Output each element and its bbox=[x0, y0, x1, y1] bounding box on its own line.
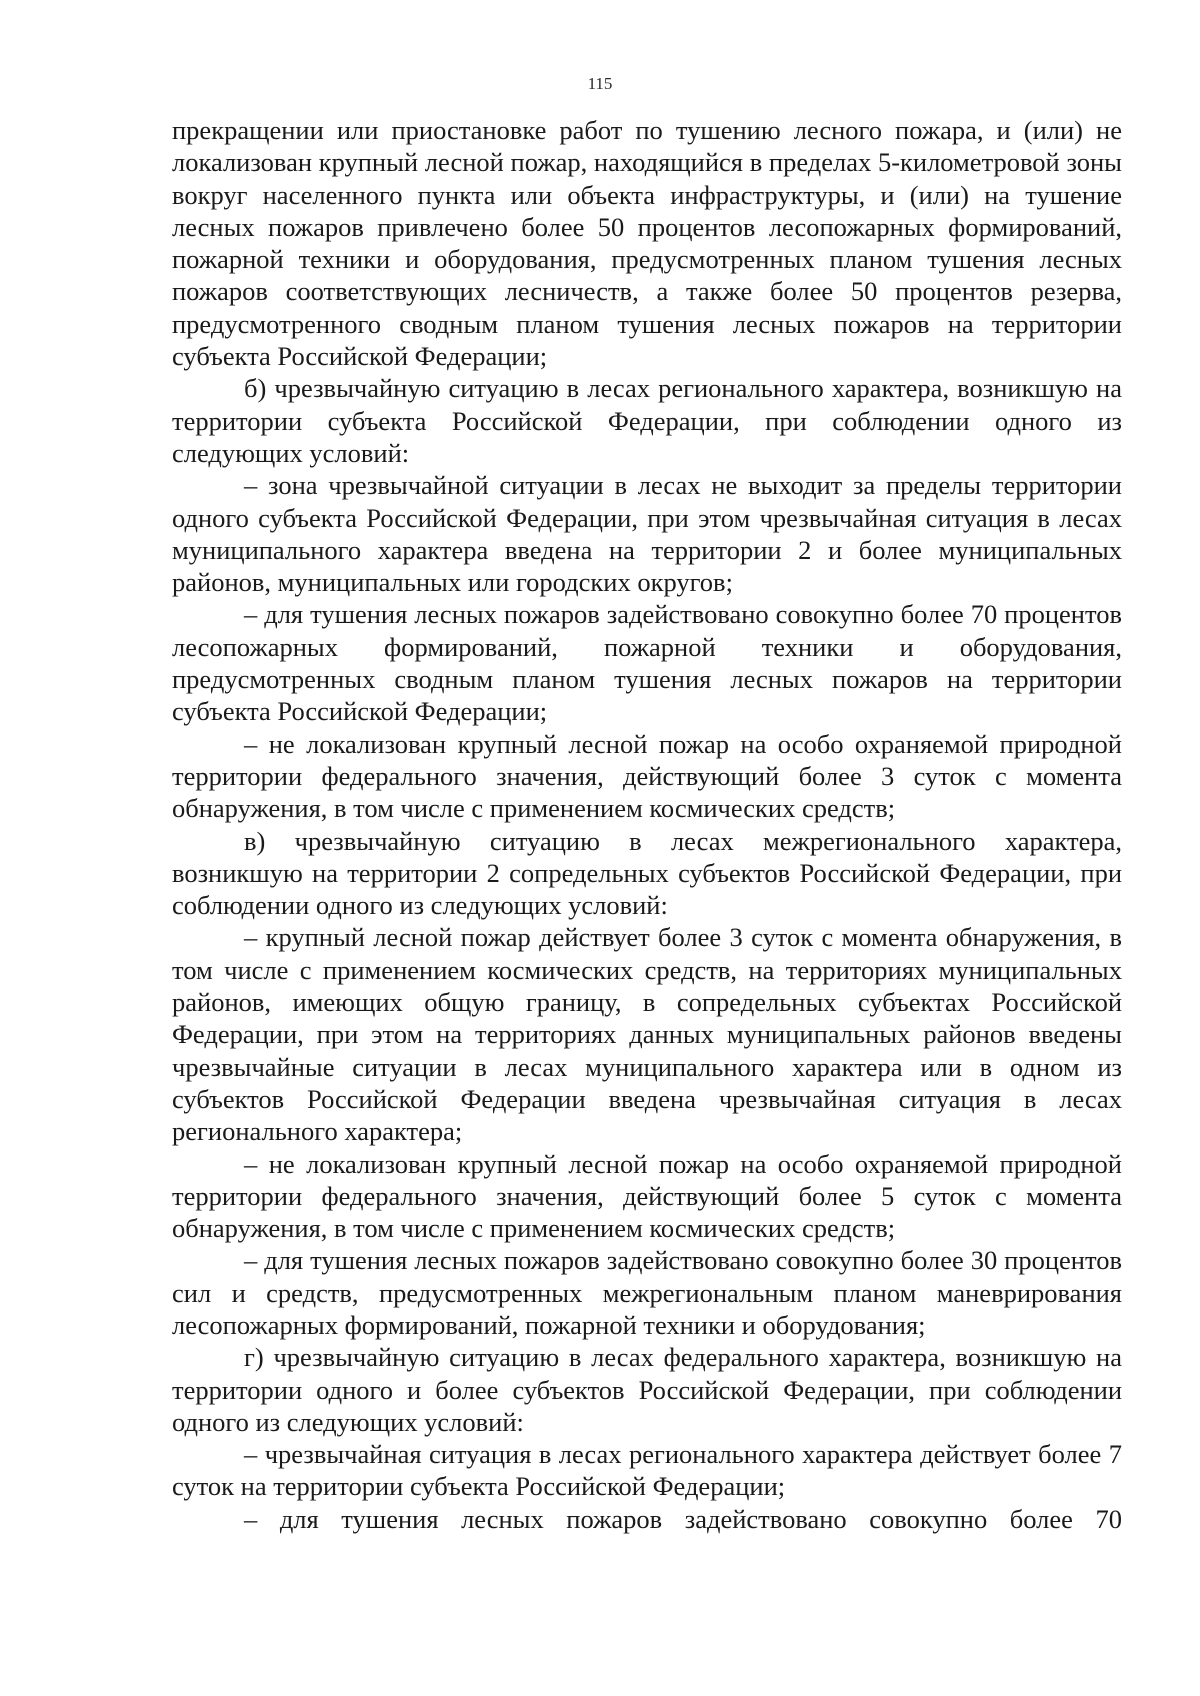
paragraph-item-v: в) чрезвычайную ситуацию в лесах межрегионального характера, возникшую на территории 2 сопредельных субъектов Российской Федерации, при соблюдении одного из следующих условий: bbox=[172, 825, 1122, 921]
paragraph-condition: – не локализован крупный лесной пожар на особо охраняемой природной территории федерального значения, действующий более 3 суток с момента обнаружения, в том числе с применением космических средств; bbox=[172, 728, 1122, 824]
paragraph-condition: – для тушения лесных пожаров задействовано совокупно более 70 процентов лесопожарных формирований, пожарной техники и оборудования, предусмотренных сводным планом тушения лесных пожаров на территории субъекта Российской Федерации; bbox=[172, 599, 1122, 727]
paragraph-condition-truncated: – для тушения лесных пожаров задействовано совокупно более 70 bbox=[244, 1503, 1122, 1534]
paragraph-continuation: прекращении или приостановке работ по тушению лесного пожара, и (или) не локализован крупный лесной пожар, находящийся в пределах 5-километровой зоны вокруг населенного пункта или объекта инфраструктуры, и (или) на тушение лесных пожаров привлечено более 50 процентов лесопожарных формирований, пожарной техники и оборудования, предусмотренных планом тушения лесных пожаров соответствующих лесничеств, а также более 50 процентов резерва, предусмотренного сводным планом тушения лесных пожаров на территории субъекта Российской Федерации; bbox=[172, 115, 1122, 372]
paragraph-condition: – не локализован крупный лесной пожар на особо охраняемой природной территории федерального значения, действующий более 5 суток с момента обнаружения, в том числе с применением космических средств; bbox=[172, 1148, 1122, 1244]
document-body bbox=[172, 114, 1122, 1535]
paragraph-condition: – крупный лесной пожар действует более 3 суток с момента обнаружения, в том числе с применением космических средств, на территориях муниципальных районов, имеющих общую границу, в сопредельных субъектах Российской Федерации, при этом на территориях данных муниципальных районов введены чрезвычайные ситуации в лесах муниципального характера или в одном из субъектов Российской Федерации введена чрезвычайная ситуация в лесах регионального характера; bbox=[172, 922, 1122, 1147]
paragraph-condition: – для тушения лесных пожаров задействовано совокупно более 30 процентов сил и средств, предусмотренных межрегиональным планом маневрирования лесопожарных формирований, пожарной техники и оборудования; bbox=[172, 1245, 1122, 1340]
paragraph-condition: – чрезвычайная ситуация в лесах регионального характера действует более 7 суток на территории субъекта Российской Федерации; bbox=[172, 1439, 1122, 1502]
paragraph-item-b: б) чрезвычайную ситуацию в лесах регионального характера, возникшую на территории субъекта Российской Федерации, при соблюдении одного из следующих условий: bbox=[172, 373, 1122, 468]
paragraph-condition: – зона чрезвычайной ситуации в лесах не выходит за пределы территории одного субъекта Российской Федерации, при этом чрезвычайная ситуация в лесах муниципального характера введена на территории 2 и более муниципальных районов, муниципальных или городских округов; bbox=[172, 470, 1122, 598]
paragraph-item-g: г) чрезвычайную ситуацию в лесах федерального характера, возникшую на территории одного и более субъектов Российской Федерации, при соблюдении одного из следующих условий: bbox=[172, 1342, 1122, 1437]
page-number: 115 bbox=[587, 74, 613, 93]
